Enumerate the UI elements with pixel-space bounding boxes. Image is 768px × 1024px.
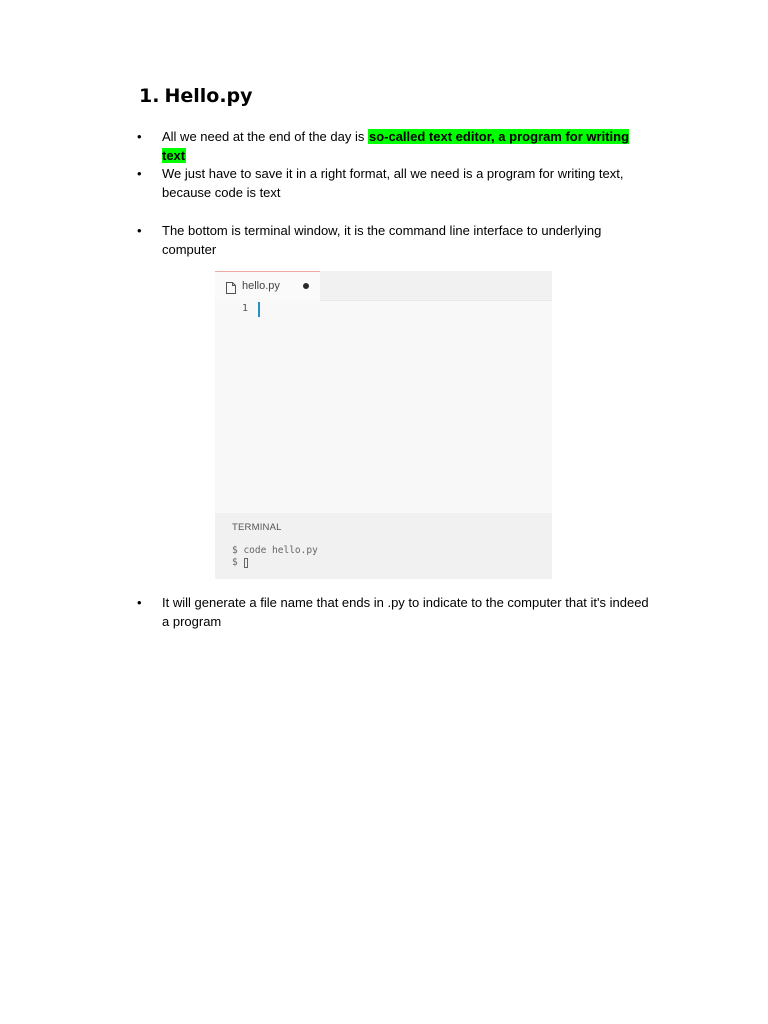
bullet-marker: • [137,166,142,181]
terminal-cursor [244,558,248,568]
tab-label: hello.py [242,280,280,292]
terminal-line: $ [232,557,244,568]
heading-number: 1. [139,85,160,107]
code-editor[interactable] [215,301,552,513]
bullet-text: All we need at the end of the day is [162,129,368,144]
text-cursor [258,302,260,317]
editor-tab-bar [215,271,552,301]
bullet-marker: • [137,129,142,144]
bullet-item [137,593,652,631]
bullet-item [137,221,652,259]
bullet-marker: • [137,223,142,238]
editor-screenshot [215,271,552,579]
editor-tab-hello-py[interactable] [215,271,320,301]
highlighted-text: so-called text editor, a program for writing text [162,129,630,163]
bullet-text: The bottom is terminal window, it is the command line interface to underlying computer [162,223,602,257]
dirty-dot-icon[interactable] [303,283,309,289]
bullet-item [137,164,652,202]
terminal-line: $ code hello.py [232,545,318,556]
bullet-item [137,127,652,165]
bullet-text: We just have to save it in a right format, all we need is a program for writing text, because code is text [162,166,624,200]
section-heading [139,84,253,108]
terminal-title: TERMINAL [232,522,282,533]
bullet-text: It will generate a file name that ends in .py to indicate to the computer that it's indeed a program [162,595,649,629]
bullet-marker: • [137,595,142,610]
line-number: 1 [242,303,249,314]
file-icon [226,281,236,293]
heading-title: Hello.py [164,85,253,107]
terminal-panel[interactable] [215,513,552,579]
